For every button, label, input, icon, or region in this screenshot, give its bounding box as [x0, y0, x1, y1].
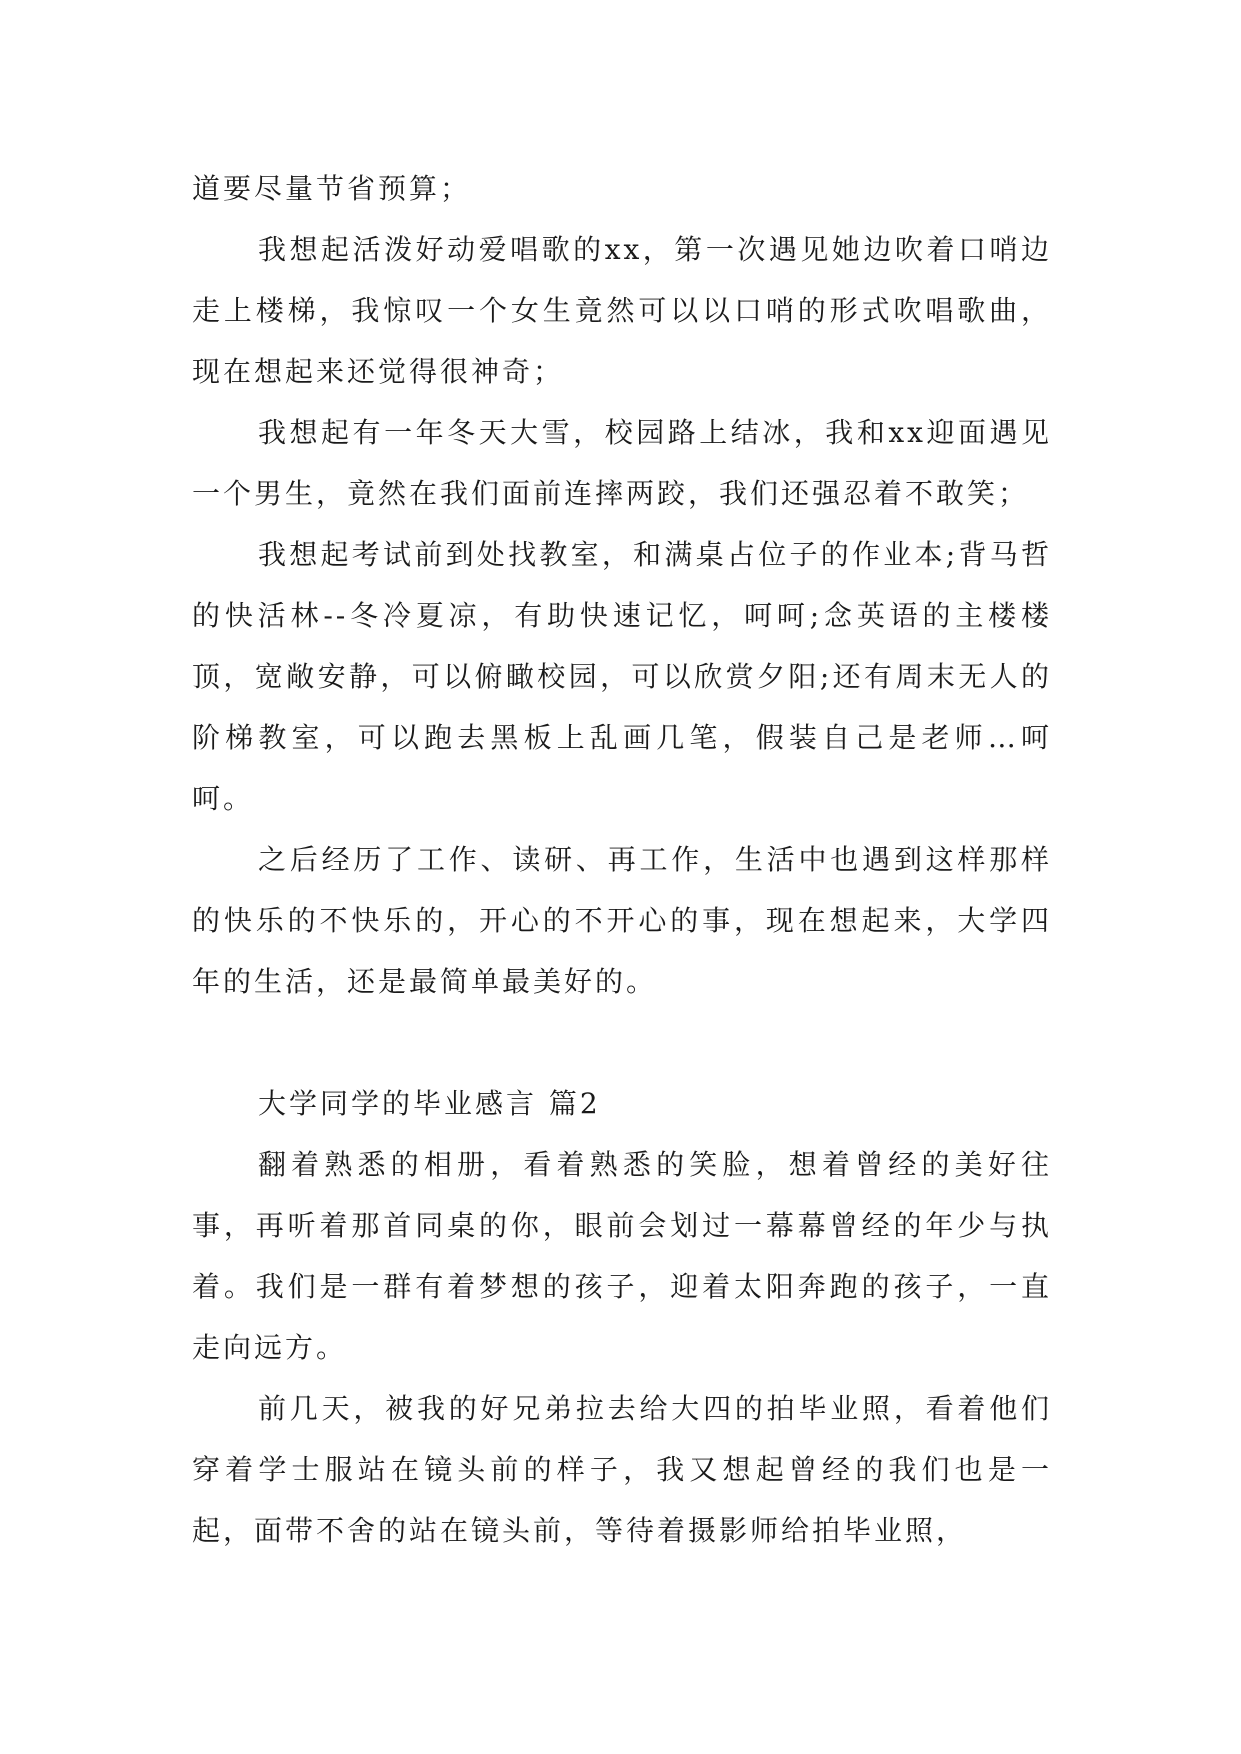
section-spacer [192, 1012, 1052, 1073]
section-heading: 大学同学的毕业感言 篇2 [258, 1087, 601, 1120]
paragraph-memory-singing: 我想起活泼好动爱唱歌的xx，第一次遇见她边吹着口哨边走上楼梯，我惊叹一个女生竟然可以以口哨的形式吹唱歌曲，现在想起来还觉得很神奇； [192, 233, 1052, 388]
document-body [192, 158, 1052, 1561]
paragraph-memory-study: 我想起考试前到处找教室，和满桌占位子的作业本;背马哲的快活林--冬冷夏凉，有助快速记忆，呵呵;念英语的主楼楼顶，宽敞安静，可以俯瞰校园，可以欣赏夕阳;还有周末无人的阶梯教室，可以跑去黑板上乱画几笔，假装自己是老师…呵呵。 [192, 538, 1052, 815]
paragraph-after-graduation: 之后经历了工作、读研、再工作，生活中也遇到这样那样的快乐的不快乐的，开心的不开心的事，现在想起来，大学四年的生活，还是最简单最美好的。 [192, 843, 1052, 998]
paragraph-memory-winter: 我想起有一年冬天大雪，校园路上结冰，我和xx迎面遇见一个男生，竟然在我们面前连摔两跤，我们还强忍着不敢笑； [192, 416, 1052, 510]
paragraph-photo-album: 翻着熟悉的相册，看着熟悉的笑脸，想着曾经的美好往事，再听着那首同桌的你，眼前会划过一幕幕曾经的年少与执着。我们是一群有着梦想的孩子，迎着太阳奔跑的孩子，一直走向远方。 [192, 1148, 1052, 1364]
paragraph-graduation-photo: 前几天，被我的好兄弟拉去给大四的拍毕业照，看着他们穿着学士服站在镜头前的样子，我又想起曾经的我们也是一起，面带不舍的站在镜头前，等待着摄影师给拍毕业照， [192, 1392, 1052, 1547]
paragraph-continuation: 道要尽量节省预算； [192, 172, 472, 205]
